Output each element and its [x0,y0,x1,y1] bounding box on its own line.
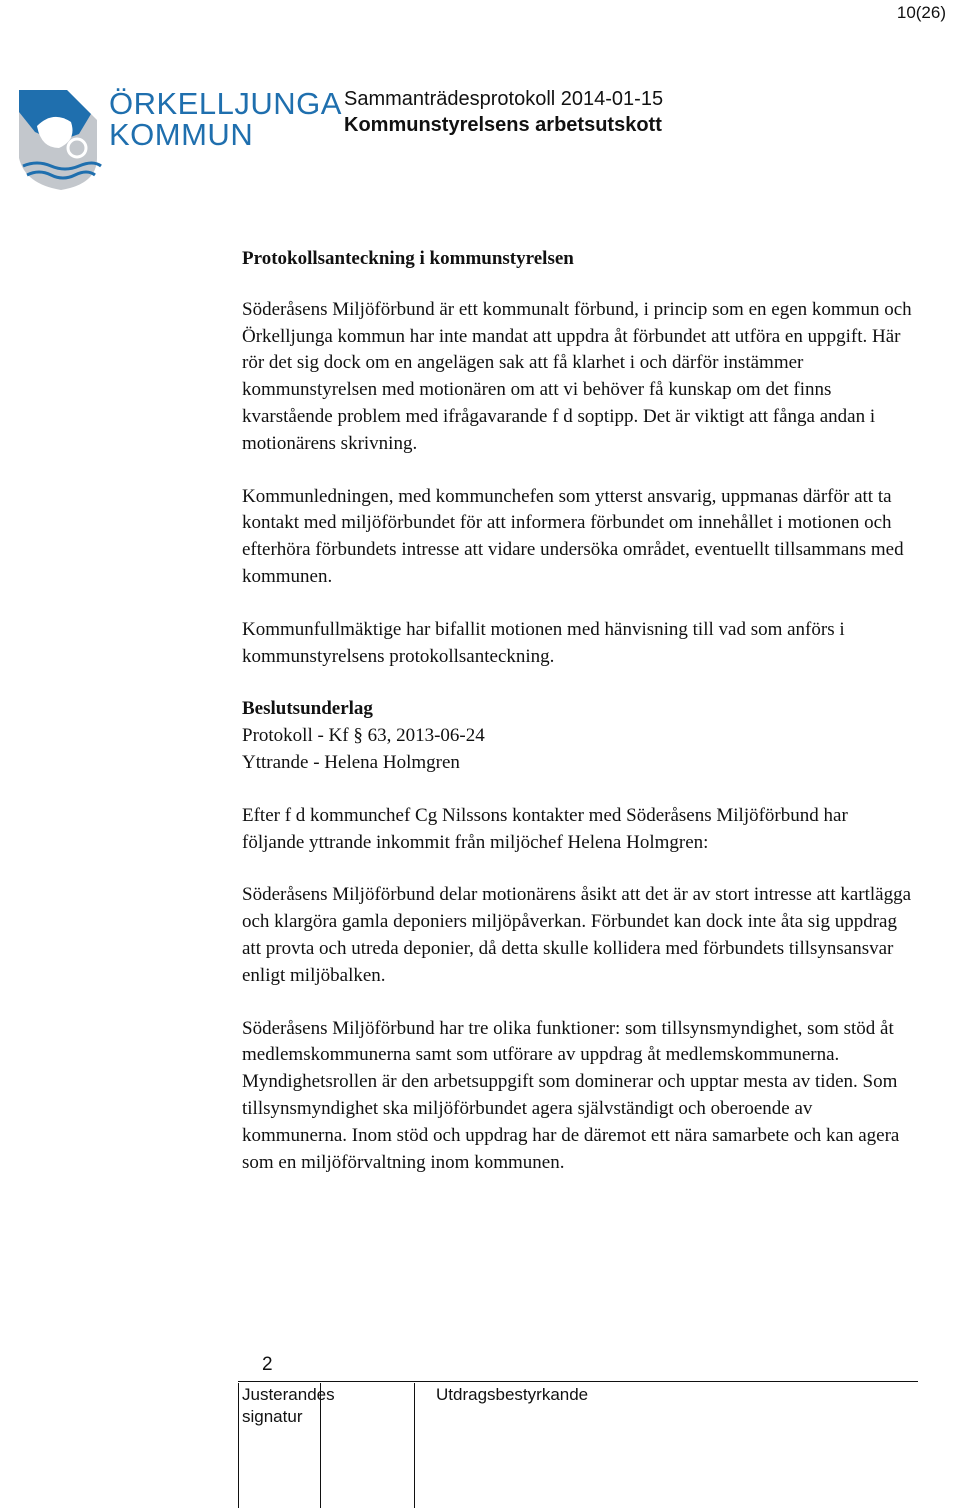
paragraph: Kommunledningen, med kommunchefen som ytterst ansvarig, uppmanas därför att ta kontakt med miljöförbundet för att informera förbundet om innehållet i motionen och efterhöra förbundets intresse att vidare undersöka området, eventuellt tillsammans med kommunen. [242,485,904,587]
beslutsunderlag-item: Yttrande - Helena Holmgren [242,751,460,773]
footer-paragraph-number: 2 [262,1354,273,1375]
justerandes-signatur-label: Justerandes signatur [242,1385,335,1426]
paragraph: Söderåsens Miljöförbund delar motionärens åsikt att det är av stort intresse att kartlägga och klargöra gamla deponiers miljöpåverkan. Förbundet kan dock inte åta sig uppdrag att provta och utreda deponier, då detta skulle kollidera med förbundets tillsynsansvar enligt miljöbalken. [242,884,912,986]
logo-line-2: KOMMUN [109,117,254,152]
paragraph: Söderåsens Miljöförbund har tre olika funktioner: som tillsynsmyndighet, som stöd åt medlemskommunerna samt som utförare av uppdrag åt medlemskommunerna. Myndighetsrollen är den arbetsuppgift som dominerar och upptar mesta av tiden. Som tillsynsmyndighet ska miljöförbundet agera självständigt och oberoende av kommunerna. Inom stöd och uppdrag har de däremot ett nära samarbete och kan agera som en miljöförvaltning inom kommunen. [242,1017,900,1173]
document-title: Sammanträdesprotokoll 2014-01-15 [344,88,664,110]
coat-of-arms-icon [17,82,105,192]
municipality-logo [17,82,342,192]
signature-box-divider [238,1383,239,1508]
beslutsunderlag-item: Protokoll - Kf § 63, 2013-06-24 [242,725,485,747]
paragraph: Kommunfullmäktige har bifallit motionen med hänvisning till vad som anförs i kommunstyrelsens protokollsanteckning. [242,618,845,667]
logo-wordmark [109,88,342,150]
signature-footer [0,1350,960,1508]
document-header [344,86,663,138]
document-body [242,246,914,1176]
paragraph: Efter f d kommunchef Cg Nilssons kontakter med Söderåsens Miljöförbund har följande yttrande inkommit från miljöchef Helena Holmgren: [242,804,848,853]
signature-box-divider [414,1383,415,1508]
logo-line-1: ÖRKELLJUNGA [109,86,342,121]
page-number: 10(26) [896,3,946,22]
document-subtitle: Kommunstyrelsens arbetsutskott [344,114,662,136]
section-heading: Protokollsanteckning i kommunstyrelsen [242,248,574,269]
utdragsbestyrkande-label: Utdragsbestyrkande [436,1385,589,1404]
beslutsunderlag-heading: Beslutsunderlag [242,698,373,720]
paragraph: Söderåsens Miljöförbund är ett kommunalt förbund, i princip som en egen kommun och Örkelljunga kommun har inte mandat att uppdra åt förbundet att utföra en uppgift. Här rör det sig dock om en angelägen sak att få klarhet i och därför instämmer kommunstyrelsen med motionären om att vi behöver få kunskap om det finns kvarstående problem med ifrågavarande f d soptipp. Det är viktigt att fånga andan i motionärens skrivning. [242,298,912,454]
footer-divider [238,1381,918,1382]
